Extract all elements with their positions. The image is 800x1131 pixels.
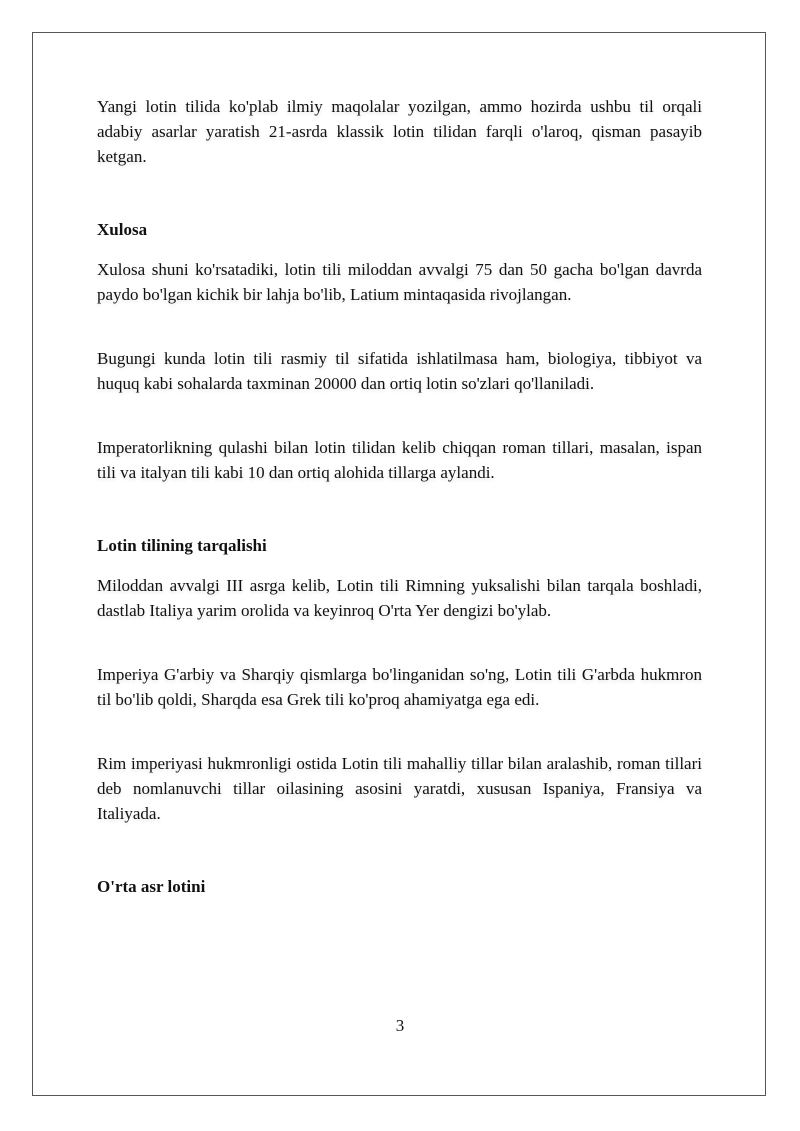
paragraph-spread-division: Imperiya G'arbiy va Sharqiy qismlarga bo'linganidan so'ng, Lotin tili G'arbda hukmron til bo'lib qoldi, Sharqda esa Grek tili ko'proq ahamiyatga ega edi. — [97, 665, 702, 709]
paragraph-conclusion-today: Bugungi kunda lotin tili rasmiy til sifatida ishlatilmasa ham, biologiya, tibbiyot va huquq kabi sohalarda taxminan 20000 dan ortiq lotin so'zlari qo'llaniladi. — [97, 349, 702, 393]
paragraph-conclusion-origin: Xulosa shuni ko'rsatadiki, lotin tili miloddan avvalgi 75 dan 50 gacha bo'lgan davrda paydo bo'lgan kichik bir lahja bo'lib, Latium mintaqasida rivojlangan. — [97, 260, 702, 304]
page-number: 3 — [395, 1016, 405, 1035]
paragraph-spread-mixing: Rim imperiyasi hukmronligi ostida Lotin tili mahalliy tillar bilan aralashib, roman tillari deb nomlanuvchi tillar oilasining asosini yaratdi, xususan Ispaniya, Fransiya va Italiyada. — [97, 754, 702, 823]
paragraph-spread-rome: Miloddan avvalgi III asrga kelib, Lotin tili Rimning yuksalishi bilan tarqala boshladi, dastlab Italiya yarim orolida va keyinroq O'rta Yer dengizi bo'ylab. — [97, 576, 702, 620]
heading-xulosa: Xulosa — [97, 220, 148, 239]
document-body — [97, 94, 702, 899]
heading-medieval-latin: O'rta asr lotini — [97, 877, 206, 896]
paragraph-new-latin: Yangi lotin tilida ko'plab ilmiy maqolalar yozilgan, ammo hozirda ushbu til orqali adabiy asarlar yaratish 21-asrda klassik lotin tilidan farqli o'laroq, qisman pasayib ketgan. — [97, 97, 702, 166]
heading-latin-spread: Lotin tilining tarqalishi — [97, 536, 267, 555]
paragraph-conclusion-romance: Imperatorlikning qulashi bilan lotin tilidan kelib chiqqan roman tillari, masalan, ispan tili va italyan tili kabi 10 dan ortiq alohida tillarga aylandi. — [97, 438, 702, 482]
